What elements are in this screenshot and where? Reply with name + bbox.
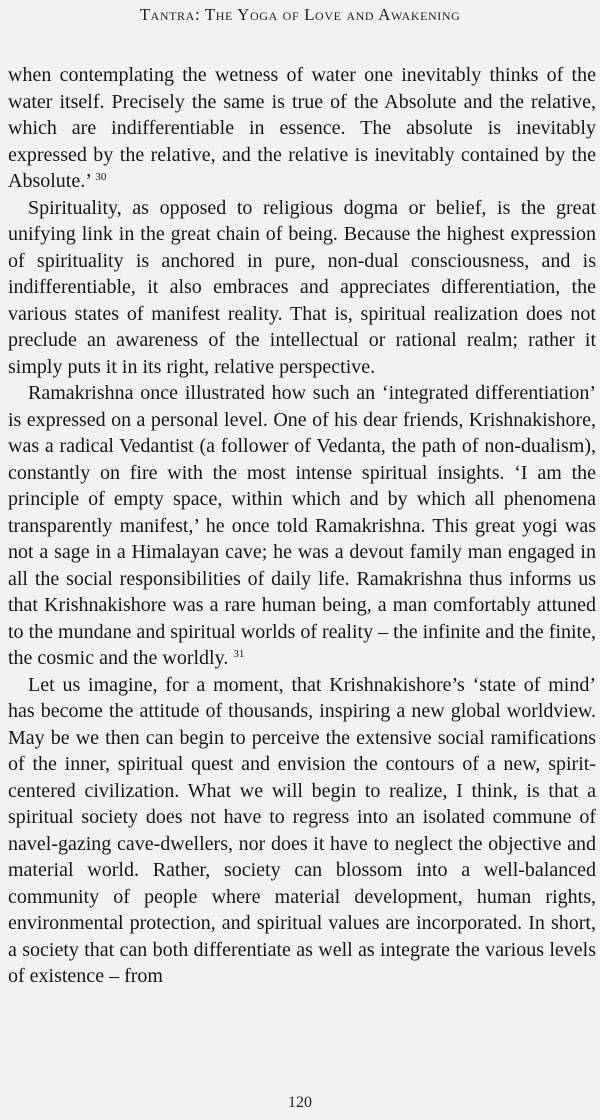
- paragraph-text: Ramakrishna once illustrated how such an ‘integrated differentiation’ is expressed on a personal level. One of his dear friends, Krishnakishore, was a radical Vedantist (a follower of Vedanta, the path of non-dualism), constantly on fire with the most intense spiritual insights. ‘I am the principle of empty space, within which and by which all phenomena transparently manifest,’ he once told Ramakrishna. This great yogi was not a sage in a Himalayan cave; he was a devout family man engaged in all the social responsibilities of daily life. Ramakrishna thus informs us that Krishnakishore was a rare human being, a man comfortably attuned to the mundane and spiritual worlds of reality – the infinite and the finite, the cosmic and the worldly.: [8, 382, 596, 669]
- paragraph: [8, 62, 596, 195]
- page-number: 120: [288, 1094, 312, 1111]
- paragraph-text: when contemplating the wetness of water one inevitably thinks of the water itself. Precisely the same is true of the Absolute and the relative, which are indifferentiable in essence. The absolute is inevitably expressed by the relative, and the relative is inevitably contained by the Absolute.’: [8, 64, 596, 192]
- running-head: Tantra: The Yoga of Love and Awakening: [139, 5, 461, 24]
- paragraph-text: Let us imagine, for a moment, that Krishnakishore’s ‘state of mind’ has become the attitude of thousands, inspiring a new global worldview. May be we then can begin to perceive the extensive social ramifications of the inner, spiritual quest and envision the contours of a new, spirit-centered civilization. What we will begin to realize, I think, is that a spiritual society does not have to regress into an isolated commune of navel-gazing cave-dwellers, nor does it have to neglect the objective and material world. Rather, society can blossom into a well-balanced community of people where material development, human rights, environmental protection, and spiritual values are incorporated. In short, a society that can both differentiate as well as integrate the various levels of existence – from: [8, 673, 596, 987]
- paragraph: [8, 672, 596, 990]
- footnote-marker: 30: [95, 171, 107, 183]
- footnote-marker: 31: [233, 648, 245, 660]
- body-text: [8, 62, 596, 990]
- paragraph: [8, 380, 596, 672]
- paragraph: [8, 195, 596, 381]
- paragraph-text: Spirituality, as opposed to religious dogma or belief, is the great unifying link in the great chain of being. Because the highest expression of spirituality is anchored in pure, non-dual consciousness, and is indifferentiable, it also embraces and appreciates differentiation, the various states of manifest reality. That is, spiritual realization does not preclude an awareness of the intellectual or rational realm; rather it simply puts it in its right, relative perspective.: [8, 196, 596, 378]
